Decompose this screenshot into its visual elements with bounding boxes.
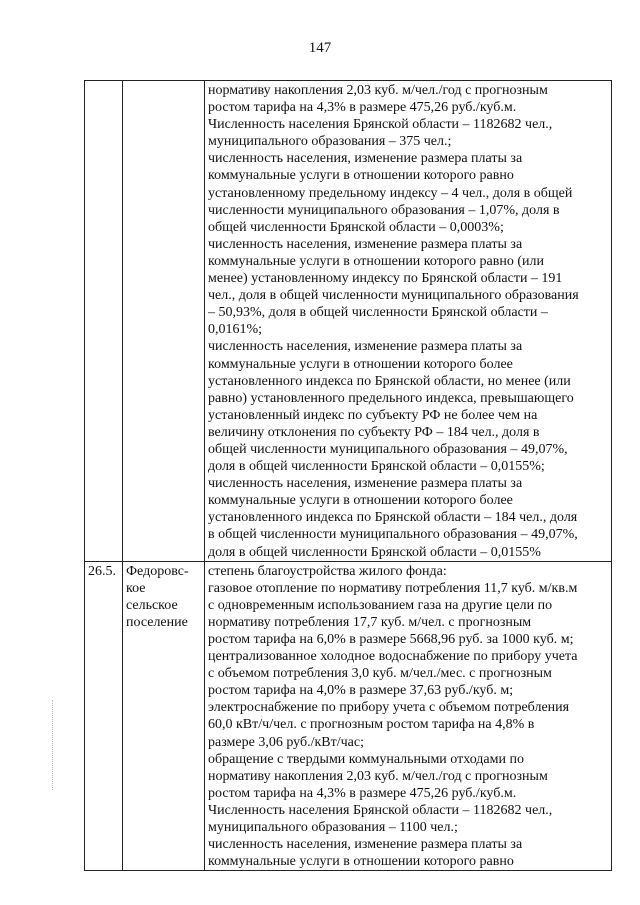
description-line: установленному предельному индексу – 4 чел., доля в общей [208,185,573,201]
description-line: ростом тарифа на 4,0% в размере 37,63 руб./куб. м; [208,683,514,699]
description-line: коммунальные услуги в отношении которого равно (или [208,253,544,269]
description-line: доля в общей численности Брянской области – 0,0155% [208,544,541,560]
description-line: нормативу накопления 2,03 куб. м/чел./год с прогнозным [208,768,548,784]
description-line: установленный индекс по субъекту РФ не более чем на [208,407,538,423]
settlement-name-cell [123,81,205,562]
description-line: Численность населения Брянской области – 1182682 чел., [208,117,553,133]
settlement-name-line: кое [126,580,146,596]
description-line: размере 3,06 руб./кВт/час; [208,734,364,750]
settlement-name-line: поселение [126,614,188,630]
row-number-cell [85,81,123,562]
description-line: централизованное холодное водоснабжение по прибору учета [208,649,578,665]
description-line: в общей численности муниципального образования – 49,07%, [208,527,578,543]
description-line: обращение с твердыми коммунальными отходами по [208,751,524,767]
document-table [84,80,612,871]
description-line: степень благоустройства жилого фонда: [208,563,447,579]
page-number: 147 [308,40,332,56]
description-line: 60,0 кВт/ч/чел. с прогнозным ростом тарифа на 4,8% в [208,717,535,733]
description-line: муниципального образования – 1100 чел.; [208,820,458,836]
row-number-cell [85,561,123,871]
description-line: величину отклонения по субъекту РФ – 184 чел., доля в [208,424,540,440]
description-line: численность населения, изменение размера платы за [208,837,523,853]
description-line: нормативу накопления 2,03 куб. м/чел./год с прогнозным [208,83,548,98]
description-line: нормативу потребления 17,7 куб. м/чел. с прогнозным [208,614,532,630]
description-line: менее) установленному индексу по Брянской области – 191 [208,271,563,287]
description-line: численность населения, изменение размера платы за [208,236,523,252]
description-line: 0,0161%; [208,322,263,338]
description-cell [205,81,612,562]
description-line: с объемом потребления 3,0 куб. м/чел./мес. с прогнозным [208,666,552,682]
description-line: коммунальные услуги в отношении которого равно [208,854,514,870]
description-line: с одновременным использованием газа на другие цели по [208,597,553,613]
description-line: газовое отопление по нормативу потребления 11,7 куб. м/кв.м [208,580,578,596]
description-line: численность населения, изменение размера платы за [208,339,523,355]
description-line: – 50,93%, доля в общей численности Брянской области – [208,305,548,321]
description-line: электроснабжение по прибору учета с объемом потребления [208,700,570,716]
description-line: ростом тарифа на 4,3% в размере 475,26 руб./куб.м. [208,785,517,801]
description-line: установленного индекса по Брянской области, но менее (или [208,373,571,389]
description-line: чел., доля в общей численности муниципального образования [208,288,579,304]
description-line: общей численности Брянской области – 0,0003%; [208,219,504,235]
description-line: коммунальные услуги в отношении которого более [208,493,513,509]
description-line: равно) установленного предельного индекса, превышающего [208,390,574,406]
table-row [85,81,612,562]
row-number: 26.5. [88,563,116,579]
description-line: коммунальные услуги в отношении которого более [208,356,513,372]
settlement-name-line: сельское [126,597,178,613]
description-line: установленного индекса по Брянской области – 184 чел., доля [208,510,578,526]
description-cell [205,561,612,871]
scan-artifact [52,700,54,790]
description-line: численность населения, изменение размера платы за [208,476,523,492]
description-line: муниципального образования – 375 чел.; [208,134,452,150]
description-line: коммунальные услуги в отношении которого равно [208,168,514,184]
settlement-name-cell [123,561,205,871]
description-line: численности муниципального образования – 1,07%, доля в [208,202,560,218]
description-line: доля в общей численности Брянской области – 0,0155%; [208,459,545,475]
settlement-name-line: Федоровс- [126,563,189,579]
description-line: Численность населения Брянской области – 1182682 чел., [208,802,553,818]
description-line: общей численности муниципального образования – 49,07%, [208,441,568,457]
description-line: численность населения, изменение размера платы за [208,151,523,167]
description-line: ростом тарифа на 4,3% в размере 475,26 руб./куб.м. [208,100,517,116]
description-line: ростом тарифа на 6,0% в размере 5668,96 руб. за 1000 куб. м; [208,632,574,647]
table-row [85,561,612,871]
